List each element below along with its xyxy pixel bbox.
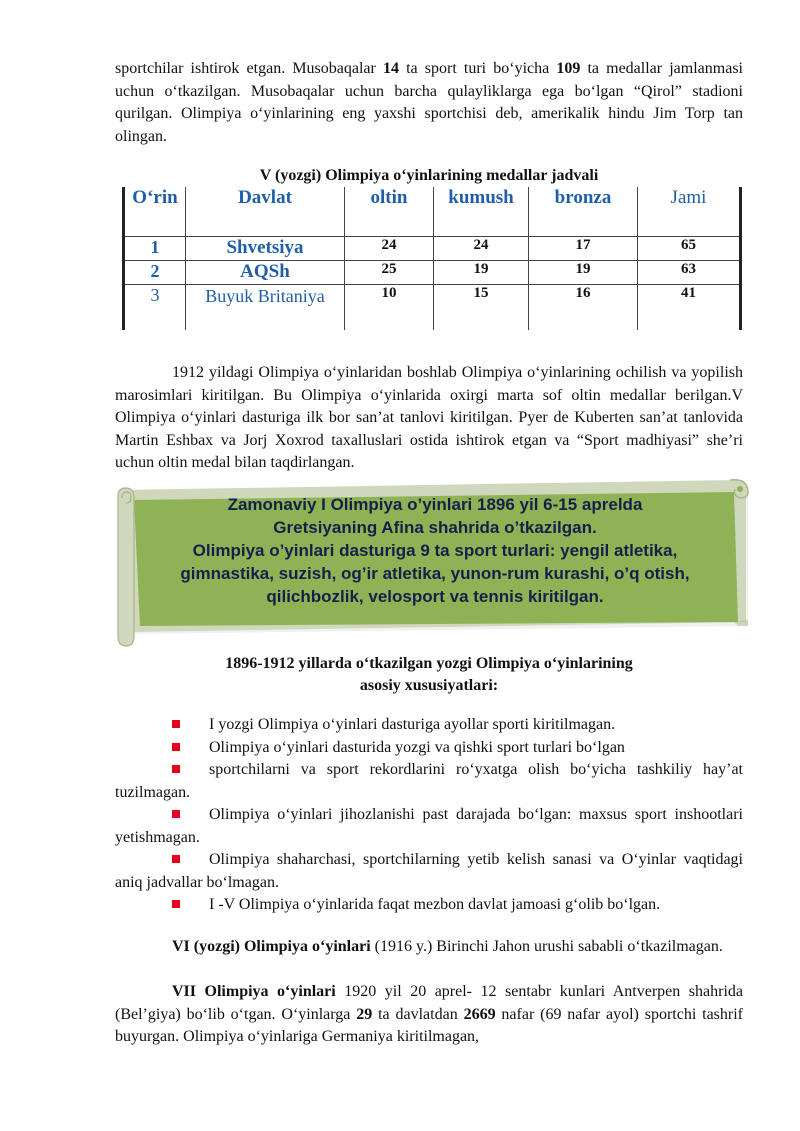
square-bullet-icon bbox=[172, 765, 180, 773]
table-header-row bbox=[124, 187, 741, 237]
gold-cell: 24 bbox=[345, 237, 434, 261]
header-bronze: bronza bbox=[529, 187, 638, 237]
list-item-text: Olimpiya o‘yinlari jihozlanishi past darajada bo‘lgan: maxsus sport inshootlari yetishmagan. bbox=[115, 806, 743, 846]
bronze-cell: 16 bbox=[529, 285, 638, 331]
features-list bbox=[115, 714, 743, 917]
list-item-text: Olimpiya o‘yinlari dasturida yozgi va qishki sport turlari bo‘lgan bbox=[209, 738, 625, 756]
list-item-text: sportchilarni va sport rekordlarini ro‘yxatga olish bo‘yicha tashkiliy hay’at tuzilmagan. bbox=[115, 761, 743, 801]
list-item bbox=[115, 737, 743, 760]
vii-olympics-paragraph bbox=[115, 981, 743, 1049]
medal-table bbox=[122, 187, 742, 330]
square-bullet-icon bbox=[172, 900, 180, 908]
total-cell: 65 bbox=[638, 237, 741, 261]
rank-cell: 1 bbox=[124, 237, 186, 261]
banner-line-5: qilichbozlik, velosport va tennis kiritilgan. bbox=[266, 587, 604, 606]
square-bullet-icon bbox=[172, 743, 180, 751]
gold-cell: 10 bbox=[345, 285, 434, 331]
silver-cell: 15 bbox=[434, 285, 529, 331]
intro-text-2: ta sport turi bo‘yicha bbox=[398, 60, 557, 77]
banner-line-3: Olimpiya o’yinlari dasturiga 9 ta sport turlari: yengil atletika, bbox=[192, 541, 678, 560]
silver-cell: 24 bbox=[434, 237, 529, 261]
gold-cell: 25 bbox=[345, 261, 434, 285]
banner-line-4: gimnastika, suzish, og’ir atletika, yunon-rum kurashi, o’q otish, bbox=[180, 564, 690, 583]
sport-count: 14 bbox=[382, 60, 399, 77]
medal-set-count: 109 bbox=[556, 60, 581, 77]
list-item bbox=[115, 849, 743, 894]
list-item-text: I yozgi Olimpiya o‘yinlari dasturiga ayollar sporti kiritilmagan. bbox=[209, 716, 616, 733]
square-bullet-icon bbox=[172, 855, 180, 863]
country-cell: AQSh bbox=[186, 261, 345, 285]
banner-line-1: Zamonaviy I Olimpiya o’yinlari 1896 yil 6-15 aprelda bbox=[227, 495, 643, 514]
section-heading-line-2: asosiy xususiyatlari: bbox=[359, 677, 499, 694]
vii-olympics-text-1: 1920 yil 20 aprel- 12 sentabr kunlari Antverpen shahrida (Bel’giya) bo‘lib o‘tgan. O‘yinlarga bbox=[115, 983, 743, 1023]
bronze-cell: 19 bbox=[529, 261, 638, 285]
table-row bbox=[124, 285, 741, 331]
vii-olympics-text-2: ta davlatdan bbox=[372, 1005, 464, 1023]
total-cell: 41 bbox=[638, 285, 741, 331]
list-item bbox=[115, 759, 743, 804]
banner-line-2: Gretsiyaning Afina shahrida o’tkazilgan. bbox=[273, 518, 597, 537]
silver-cell: 19 bbox=[434, 261, 529, 285]
vi-olympics-title: VI (yozgi) Olimpiya o‘yinlari bbox=[172, 938, 371, 955]
list-item bbox=[115, 894, 743, 917]
header-country: Davlat bbox=[186, 187, 345, 237]
list-item-text: Olimpiya shaharchasi, sportchilarning yetib kelish sanasi va O‘yinlar vaqtidagi aniq jadvallar bo‘lmagan. bbox=[115, 851, 743, 891]
header-silver: kumush bbox=[434, 187, 529, 237]
intro-text-1: sportchilar ishtirok etgan. Musobaqalar bbox=[115, 60, 383, 77]
vi-olympics-paragraph bbox=[115, 936, 743, 959]
square-bullet-icon bbox=[172, 810, 180, 818]
list-item bbox=[115, 714, 743, 737]
rank-cell: 3 bbox=[124, 285, 186, 331]
bronze-cell: 17 bbox=[529, 237, 638, 261]
square-bullet-icon bbox=[172, 720, 180, 728]
intro-text-3: ta medallar jamlanmasi uchun o‘tkazilgan. Musobaqalar uchun barcha qulayliklarga ega bo‘lgan “Qirol” stadioni qurilgan. Olimpiya o‘yinlarining eng yaxshi sportchisi deb, amerikalik hindu Jim Torp tan olingan. bbox=[115, 60, 743, 145]
total-cell: 63 bbox=[638, 261, 741, 285]
table-caption: V (yozgi) Olimpiya o‘yinlarining medallar jadvali bbox=[259, 167, 599, 184]
section-heading bbox=[115, 653, 743, 697]
intro-paragraph bbox=[115, 58, 743, 148]
scroll-banner-text bbox=[145, 493, 725, 608]
table-row bbox=[124, 261, 741, 285]
table-row bbox=[124, 237, 741, 261]
athlete-count: 2669 bbox=[463, 1005, 496, 1023]
header-rank: O‘rin bbox=[124, 187, 186, 237]
country-cell: Shvetsiya bbox=[186, 237, 345, 261]
country-cell: Buyuk Britaniya bbox=[186, 285, 345, 331]
header-gold: oltin bbox=[345, 187, 434, 237]
rank-cell: 2 bbox=[124, 261, 186, 285]
section-heading-line-1: 1896-1912 yillarda o‘tkazilgan yozgi Olimpiya o‘yinlarining bbox=[225, 655, 633, 672]
vi-olympics-text: (1916 y.) Birinchi Jahon urushi sababli o‘tkazilmagan. bbox=[370, 938, 723, 955]
vii-olympics-title: VII Olimpiya o‘yinlari bbox=[172, 983, 336, 1000]
list-item bbox=[115, 804, 743, 849]
vii-olympics-text-3: nafar (69 nafar ayol) sportchi tashrif buyurgan. Olimpiya o‘yinlariga Germaniya kiritilmagan, bbox=[115, 1005, 744, 1045]
country-count: 29 bbox=[356, 1005, 373, 1023]
opening-ceremony-paragraph: 1912 yildagi Olimpiya o‘yinlaridan boshlab Olimpiya o‘yinlarining ochilish va yopilish marosimlari kiritilgan. Bu Olimpiya o‘yinlarida oxirgi marta sof oltin medallar berilgan.V Olimpiya o‘yinlari dasturiga ilk bor san’at tanlovi kiritilgan. Pyer de Kuberten san’at tanlovida Martin Eshbax va Jorj Xoxrod taxalluslari ostida ishtirok etgan va “Sport madhiyasi” she’ri uchun oltin medal bilan taqdirlangan. bbox=[115, 364, 743, 471]
list-item-text: I -V Olimpiya o‘yinlarida faqat mezbon davlat jamoasi g‘olib bo‘lgan. bbox=[209, 896, 661, 913]
header-total: Jami bbox=[638, 187, 741, 237]
